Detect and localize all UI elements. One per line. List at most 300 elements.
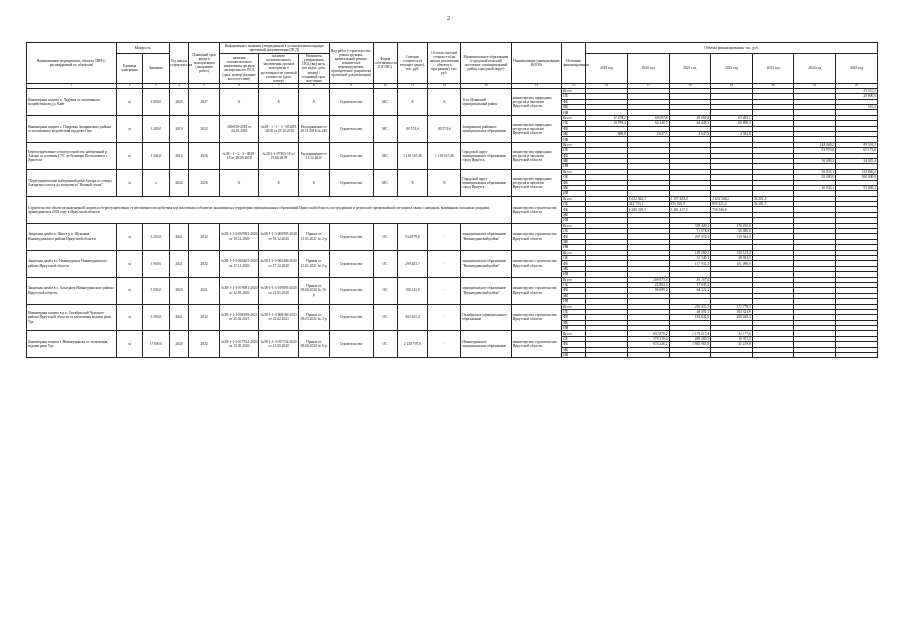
funding-source: ИИ	[562, 110, 586, 115]
section-grbs: министерство строительства Иркутской области	[511, 196, 561, 223]
funding-value: 25 000,0	[836, 94, 878, 99]
funding-value: 338 449,2	[669, 223, 711, 228]
funding-source: Всего	[562, 169, 586, 174]
year-start: 2021	[169, 223, 189, 250]
psd-cost: №38-1-1-07565-18 от 15.06.2018	[259, 142, 298, 169]
funding-source: Всего	[562, 331, 586, 336]
funding-value: 50 599,2	[794, 158, 836, 163]
funding-value: 53 846,2	[836, 185, 878, 190]
page-number: 2	[447, 16, 450, 22]
psd-cost: №38-1-1-3-019093-2020 от 21.05.2020	[259, 277, 298, 304]
estimate-cost: Х	[397, 88, 428, 115]
hdr-year-end: Плановый срок ввода в эксплуатацию (окончания работ)	[189, 43, 220, 84]
funding-source: ИИ	[562, 191, 586, 196]
funding-value	[627, 353, 669, 358]
funding-source: Всего	[562, 250, 586, 255]
funding-source: МБ	[562, 212, 586, 217]
table-row	[27, 331, 878, 336]
year-start: 2019	[169, 115, 189, 142]
funding-source: ОБ	[562, 255, 586, 260]
funding-value: 56 281,5	[752, 202, 794, 207]
column-number: 13	[461, 83, 511, 88]
funding-value: 100 000,0	[836, 175, 878, 180]
funding-value: 48 391,1	[669, 309, 711, 314]
remaining-cost: -	[428, 223, 461, 250]
projects-group-2	[27, 223, 878, 358]
funding-value: 4 647,3	[669, 132, 711, 137]
power-value: 5 390,0	[143, 304, 169, 331]
column-number: 16	[586, 83, 628, 88]
funding-source: ОБ	[562, 229, 586, 234]
psd-expertise: №38-1-1-3-065403-2020 от 17.12.2020	[219, 250, 258, 277]
ownership: ОС	[373, 223, 397, 250]
funding-value: 3 281 417,5	[669, 207, 711, 212]
funding-source: ФБ	[562, 234, 586, 239]
funding-value: 93 970,0	[794, 148, 836, 153]
psd-expertise: №38-1-1-3-008188-2021 от 25.02.2021	[219, 304, 258, 331]
power-value: х	[143, 169, 169, 196]
year-end: 2022	[189, 223, 220, 250]
funding-source: ФБ	[562, 315, 586, 320]
funding-value: 41 219,8	[711, 342, 753, 347]
funding-value: 876 026,9	[669, 202, 711, 207]
funding-value: 182 042,0	[669, 315, 711, 320]
work-type: Строительство	[329, 304, 373, 331]
funding-value: 230 431,3	[669, 304, 711, 309]
funding-value: 101 098,9	[711, 261, 753, 266]
ownership: МС	[373, 142, 397, 169]
funding-value: 268 448,4	[711, 315, 753, 320]
column-number: 19	[711, 83, 753, 88]
column-number: 5	[189, 83, 220, 88]
funding-source: Всего	[562, 223, 586, 228]
funding-source: МБ	[562, 347, 586, 352]
funding-value: 63 482,1	[711, 115, 753, 120]
remaining-cost: Х	[428, 169, 461, 196]
funding-source: ИИ	[562, 245, 586, 250]
funding-value: 64 448,5	[627, 121, 669, 126]
estimate-cost: Х	[397, 169, 428, 196]
table-row	[27, 304, 878, 309]
remaining-cost: 80 574,6	[428, 115, 461, 142]
funding-source: ФБ	[562, 342, 586, 347]
funding-value: 64 122,2	[669, 288, 711, 293]
funding-value	[836, 353, 878, 358]
funding-value: 4 583,8	[711, 132, 753, 137]
funding-table	[26, 42, 878, 358]
column-number: 17	[627, 83, 669, 88]
funding-value: 674 246,2	[627, 342, 669, 347]
psd-approval: Приказ от 09.06.2020 № 35-р	[298, 277, 329, 304]
funding-value: 688,8	[586, 132, 628, 137]
power-unit: м	[116, 277, 142, 304]
year-start: 2020	[169, 277, 189, 304]
power-unit: м	[116, 304, 142, 331]
project-name: Инженерная защита г. Нижнеудинска от затопления водами реки Уда	[27, 331, 117, 358]
psd-cost: №38 - 1 - 1 - 3 - 003295 - 2018 от 25.10.2018	[259, 115, 298, 142]
funding-source: ОБ	[562, 121, 586, 126]
funding-value: 20 000,0	[794, 175, 836, 180]
power-value: 3 505,0	[143, 277, 169, 304]
year-end: 2016	[189, 142, 220, 169]
funding-value: 150 123,4	[711, 250, 753, 255]
table-row	[27, 115, 878, 120]
project-name: Инженерная защита п. Ладунья от негативного воздействия вод р. Кайт	[27, 88, 117, 115]
power-value: 3 900,0	[143, 250, 169, 277]
funding-value: 4 647,3	[627, 132, 669, 137]
ownership: ОС	[373, 331, 397, 358]
funding-value: 48 024,5	[711, 255, 753, 260]
ownership: ОС	[373, 277, 397, 304]
funding-source: МБ	[562, 158, 586, 163]
funding-value: 756 546,8	[711, 207, 753, 212]
estimate-cost: 514 879,8	[397, 223, 428, 250]
column-number: 6	[219, 83, 258, 88]
funding-value: 1 157 444,4	[669, 196, 711, 201]
funding-value: 56 486,6	[711, 229, 753, 234]
column-number: 15	[562, 83, 586, 88]
funding-source: Всего	[562, 196, 586, 201]
hdr-year-2025: 2025 год	[836, 54, 878, 84]
municipality: Заларинское районное муниципальное образование	[461, 115, 511, 142]
power-unit: м	[116, 331, 142, 358]
funding-value: 267 374,9	[669, 234, 711, 239]
grbs: министерство природных ресурсов и экологии Иркутской области	[511, 169, 561, 196]
hdr-unit: Единица измерения	[116, 54, 142, 84]
hdr-psd-expertise: наличие положительного заключения органов экспертизы по ПСД (дата, номер/указание на отсутствие)	[219, 54, 258, 84]
project-name: Берегоукрепление и благоустройство набережной р. Ангара от плотины ГЭС до бульвара Постышева в г. Иркутске	[27, 142, 117, 169]
hdr-ownership: Форма собственности (ОС/МС)	[373, 43, 397, 84]
column-number: 9	[329, 83, 373, 88]
funding-value: 153 846,2	[836, 169, 878, 174]
funding-value: 119 944,0	[711, 234, 753, 239]
grbs: министерство природных ресурсов и экологии Иркутской области	[511, 115, 561, 142]
funding-value	[586, 353, 628, 358]
funding-value: 10 789,4	[586, 121, 628, 126]
grbs: министерство строительства Иркутской области	[511, 277, 561, 304]
projects-group-1	[27, 88, 878, 196]
funding-source: ОБ	[562, 175, 586, 180]
column-number: 12	[428, 83, 461, 88]
municipality: Нижнеудинское муниципальное образование	[461, 331, 511, 358]
funding-value: 52 177,0	[711, 331, 753, 336]
work-type: Строительство	[329, 169, 373, 196]
psd-approval: Приказ от 09.06.2020 № 6-р	[298, 331, 329, 358]
psd-approval: Приказ от 09.03.2021 № 3-р	[298, 304, 329, 331]
year-end: 2026	[189, 169, 220, 196]
remaining-cost: 1 118 167,46	[428, 142, 461, 169]
funding-value: 16 933,1	[794, 185, 836, 190]
funding-source: ФБ	[562, 207, 586, 212]
funding-value: 865 421,4	[711, 202, 753, 207]
grbs: министерство строительства Иркутской области	[511, 331, 561, 358]
column-number: 10	[373, 83, 397, 88]
section-group	[27, 196, 878, 223]
hdr-year-2020: 2020 год	[627, 54, 669, 84]
remaining-cost: -	[428, 250, 461, 277]
psd-expertise: №38 - 1 - 1 - 3 - 0039 - 18 от 28.05.2018	[219, 142, 258, 169]
municipality: Городской округ муниципальное образование город Иркутск	[461, 169, 511, 196]
estimate-cost: 80 574,6	[397, 115, 428, 142]
funding-source: ОБ	[562, 336, 586, 341]
hdr-name: Наименование мероприятия, объекта, ПИР (с расшифровкой по объектам)	[27, 43, 117, 84]
psd-cost: Х	[259, 88, 298, 115]
funding-value: 81 167,6	[669, 277, 711, 282]
funding-source: ОБ	[562, 282, 586, 287]
funding-source: МБ	[562, 239, 586, 244]
grbs: министерство природных ресурсов и экологии Иркутской области	[511, 88, 561, 115]
funding-value: 1 289 329,3	[627, 207, 669, 212]
year-start: 2024	[169, 169, 189, 196]
project-name: Инженерная защита в р.п. Октябрьский Чунского района Иркутской области от затопления водами реки Уда	[27, 304, 117, 331]
psd-expertise: №38-1-1-3-019091-2020 от 12.05.2020	[219, 277, 258, 304]
hdr-funding: Объемы финансирования, тыс. руб.	[586, 43, 878, 54]
funding-value: 64 448,5	[669, 121, 711, 126]
year-end: 2022	[189, 115, 220, 142]
municipality: Городской округ муниципальное образование город Иркутск	[461, 142, 511, 169]
hdr-year-2021: 2021 год	[669, 54, 711, 84]
column-number: 2	[116, 83, 142, 88]
psd-approval: Распоряжение от 11.12.2020	[298, 142, 329, 169]
hdr-psd-info: Информация о наличии утвержденной в установленном порядке проектной документации (ПСД)	[219, 43, 329, 54]
psd-cost: №38-1-1-3-065406-2020 от 17.12.2020	[259, 250, 298, 277]
work-type: Строительство	[329, 277, 373, 304]
funding-value: 108 973,4	[627, 277, 669, 282]
power-value: 5 253,0	[143, 223, 169, 250]
grbs: министерство строительства Иркутской области	[511, 304, 561, 331]
municipality: муниципальное образование "Нижнеудинский район"	[461, 277, 511, 304]
ownership: МС	[373, 88, 397, 115]
funding-source: ОБ	[562, 94, 586, 99]
funding-value	[794, 353, 836, 358]
power-unit: м	[116, 115, 142, 142]
funding-value: 25 510,2	[836, 88, 878, 93]
power-value: 2 000,0	[143, 88, 169, 115]
ownership: ОС	[373, 304, 397, 331]
psd-expertise: №38-1-1-3-017532-2020 от 15.05.2020	[219, 331, 258, 358]
psd-cost: №38-1-1-3-008166-2021 от 25.02.2021	[259, 304, 298, 331]
estimate-cost: 2 228 707,6	[397, 331, 428, 358]
funding-source: ФБ	[562, 180, 586, 185]
column-number: 14	[511, 83, 561, 88]
column-number: 22	[836, 83, 878, 88]
hdr-psd-cost: наличие положительного заключения органов экспертизы о достоверности сметной стоимости (дата, номер)	[260, 54, 297, 83]
funding-value: 103 321,9	[711, 309, 753, 314]
psd-approval: Х	[298, 88, 329, 115]
funding-source: ИИ	[562, 326, 586, 331]
psd-approval: Приказ от 23.01.2021 № 2-р	[298, 250, 329, 277]
project-name: "Берегоукрепление набережной реки Ангара от створа Ангарского моста до монумента "Вечный огонь"	[27, 169, 117, 196]
funding-value: 69 093,8	[627, 115, 669, 120]
funding-source: МБ	[562, 320, 586, 325]
work-type: Строительство	[329, 115, 373, 142]
year-end: 2022	[189, 304, 220, 331]
power-unit: м	[116, 250, 142, 277]
funding-source: ФБ	[562, 153, 586, 158]
psd-expertise: 269/038-2018 от 24.10.2018	[219, 115, 258, 142]
column-number: 11	[397, 83, 428, 88]
year-start: 2020	[169, 331, 189, 358]
project-name: Защитная дамба п. Шиа в р.п. Шуманиа Нижнеудинского района Иркутской области	[27, 223, 117, 250]
funding-value: 1 175 213,4	[669, 331, 711, 336]
funding-value: 36 933,1	[794, 169, 836, 174]
hdr-year-2022: 2022 год	[711, 54, 753, 84]
power-unit: м	[116, 223, 142, 250]
work-type: Строительство	[329, 250, 373, 277]
funding-source: ИИ	[562, 353, 586, 358]
funding-value: 65 175,8	[836, 148, 878, 153]
funding-value: 22 884,4	[627, 282, 669, 287]
funding-value: 71 074,3	[669, 229, 711, 234]
power-value: 3 280,0	[143, 115, 169, 142]
funding-value: 144 569,2	[794, 142, 836, 147]
table-row	[27, 223, 878, 228]
psd-approval: Приказ от 31.01.2021 № 2-р	[298, 223, 329, 250]
funding-value: 176 430,6	[711, 223, 753, 228]
table-row	[27, 250, 878, 255]
funding-source: ИИ	[562, 299, 586, 304]
project-name: Инженерная защита с. Покровка Заларинского района от негативного воздействия вод реки Оки	[27, 115, 117, 142]
project-name: Защитная дамба в г. Нижнеудинск Нижнеудинского района Иркутской области	[27, 250, 117, 277]
funding-value: 171 778,3	[711, 304, 753, 309]
funding-value: 1 885 963,9	[669, 342, 711, 347]
power-unit: м	[116, 169, 142, 196]
estimate-cost: 190 141,0	[397, 277, 428, 304]
funding-source: МБ	[562, 266, 586, 271]
power-value: 17 000,0	[143, 331, 169, 358]
funding-source: ФБ	[562, 261, 586, 266]
grbs: министерство строительства Иркутской области	[511, 250, 561, 277]
grbs: министерство строительства Иркутской области	[511, 223, 561, 250]
psd-cost: №38-1-1-3-065995-2020 от 18.12.2020	[259, 223, 298, 250]
funding-value: 510,2	[836, 105, 878, 110]
municipality: Усть-Илимский муниципальный район	[461, 88, 511, 115]
funding-source: МБ	[562, 132, 586, 137]
hdr-municipality: Муниципальное образование (городской/сельский поселение, муниципальный район, городской округ)	[461, 43, 511, 84]
psd-expertise: Х	[219, 88, 258, 115]
ownership: ОС	[373, 250, 397, 277]
funding-value: 31 349,1	[669, 255, 711, 260]
funding-source: ИИ	[562, 218, 586, 223]
funding-source: ФБ	[562, 288, 586, 293]
year-end: 2021	[189, 277, 220, 304]
remaining-cost: Х	[428, 88, 461, 115]
project-name: Защитная дамба в с. Алыгджер Нижнеудинского района Иркутской области	[27, 277, 117, 304]
section-title: Строительство объектов инженерной защиты и берегоукрепления от негативного воздействия вод населения и объектов экономики на территории муниципальных образований Иркутской области, пострадавших в результате чрезвычайной ситуации в связи с паводком, вызванным сильными дождями, прошедшими в 2019 году в Иркутской области	[27, 196, 512, 223]
municipality: муниципальное образование "Нижнеудинский район"	[461, 250, 511, 277]
funding-value: 10 957,2	[711, 336, 753, 341]
column-number: 8	[298, 83, 329, 88]
hdr-year-2023: 2023 год	[752, 54, 794, 84]
work-type: Строительство	[329, 142, 373, 169]
psd-approval: Х	[298, 169, 329, 196]
funding-source: Всего	[562, 277, 586, 282]
column-number: 4	[169, 83, 189, 88]
grbs: министерство природных ресурсов и экологии Иркутской области	[511, 142, 561, 169]
hdr-year-2019: 2019 год	[586, 54, 628, 84]
municipality: муниципальное образование "Нижнеудинский район"	[461, 223, 511, 250]
remaining-cost: -	[428, 277, 461, 304]
hdr-source: Источник финансирования	[562, 43, 586, 84]
funding-source: Всего	[562, 142, 586, 147]
power-value: 1 342,0	[143, 142, 169, 169]
year-start: 2014	[169, 142, 189, 169]
funding-value	[752, 353, 794, 358]
funding-value: 49 095,8	[669, 115, 711, 120]
hdr-estimate: Сметная стоимость (в текущих ценах), тыс. руб.	[397, 43, 428, 84]
psd-cost: №38-1-1-3-017532-2020 от 15.05.2020	[259, 331, 298, 358]
funding-value: 86 089,0	[627, 288, 669, 293]
psd-expertise: №38-1-1-3-065993-2020 от 10.12.2020	[219, 223, 258, 250]
hdr-psd-approval: Реквизиты утверждения ПСД (вид акта, кто издал, дата, номер) / плановый срок получения	[298, 54, 329, 84]
funding-source: ОБ	[562, 202, 586, 207]
funding-value	[669, 353, 711, 358]
work-type: Строительство	[329, 331, 373, 358]
funding-source: ФБ	[562, 99, 586, 104]
psd-approval: Распоряжение от 29.11.2018 № 243	[298, 115, 329, 142]
work-type: Строительство	[329, 223, 373, 250]
hdr-value: Значение	[143, 54, 169, 84]
funding-source: МБ	[562, 105, 586, 110]
work-type: Строительство	[329, 88, 373, 115]
funding-source: Всего	[562, 115, 586, 120]
year-start: 2021	[169, 250, 189, 277]
estimate-cost: 1 118 167,46	[397, 142, 428, 169]
column-number: 20	[752, 83, 794, 88]
year-end: 2022	[189, 331, 220, 358]
hdr-work-type: Вид работ (строительство, реконструкция, капитальный ремонт, техническое перевооружение, приобретение, разработка проектной документации)	[329, 43, 373, 84]
funding-source: ИИ	[562, 164, 586, 169]
power-unit: м	[116, 142, 142, 169]
funding-source: МБ	[562, 293, 586, 298]
funding-value: 179 319,0	[627, 336, 669, 341]
remaining-cost: -	[428, 331, 461, 358]
psd-cost: Х	[259, 169, 298, 196]
funding-source: ФБ	[562, 126, 586, 131]
funding-value: 342 733,1	[627, 202, 669, 207]
remaining-cost: -	[428, 304, 461, 331]
funding-source: ИИ	[562, 272, 586, 277]
column-number: 21	[794, 83, 836, 88]
funding-value: 11 478,2	[586, 115, 628, 120]
column-number: 18	[669, 83, 711, 88]
hdr-remaining: Остаток сметной стоимости (на начало реализации объекта и программы), тыс. руб.	[428, 43, 461, 84]
year-end: 2027	[189, 88, 220, 115]
funding-source: ОБ	[562, 309, 586, 314]
hdr-power: Мощность	[116, 43, 169, 54]
year-start: 2025	[169, 88, 189, 115]
funding-source: Всего	[562, 88, 586, 93]
column-number: 3	[143, 83, 169, 88]
year-end: 2022	[189, 250, 220, 277]
funding-value: 24 325,4	[836, 158, 878, 163]
funding-value: 117 931,2	[669, 261, 711, 266]
funding-value: 60 898,3	[711, 121, 753, 126]
ownership: МС	[373, 169, 397, 196]
funding-source: МБ	[562, 185, 586, 190]
funding-value: 1 632 062,3	[627, 196, 669, 201]
funding-value: 56 281,5	[752, 196, 794, 201]
funding-value: 17 045,4	[669, 282, 711, 287]
funding-value	[711, 353, 753, 358]
ownership: МС	[373, 115, 397, 142]
hdr-year-2024: 2024 год	[794, 54, 836, 84]
funding-source: ИИ	[562, 137, 586, 142]
hdr-year-start: Год начала строительства	[169, 43, 189, 84]
funding-source: Всего	[562, 304, 586, 309]
funding-value: 853 878,2	[627, 331, 669, 336]
estimate-cost: 299 403,7	[397, 250, 428, 277]
